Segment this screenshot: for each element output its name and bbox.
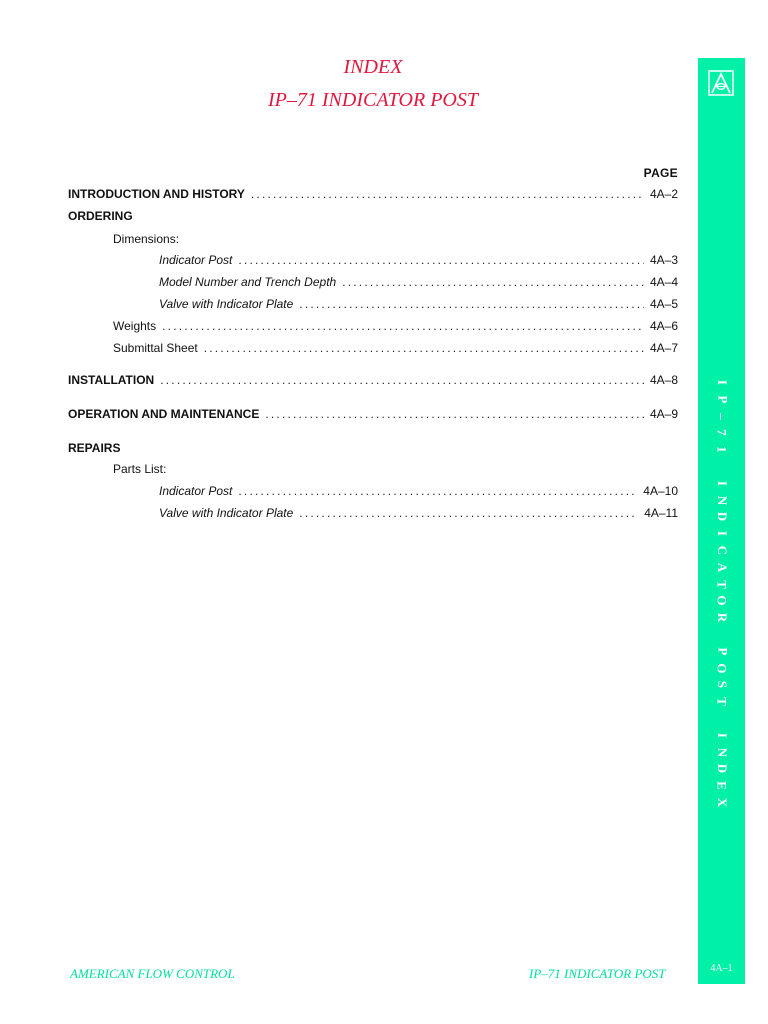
- side-tab-letter: S: [714, 681, 730, 689]
- toc-entry-indicator-post[interactable]: [159, 252, 678, 268]
- side-tab-letter: O: [714, 662, 730, 674]
- toc-entry-page: 4A–9: [649, 407, 678, 421]
- dot-leader: [204, 340, 644, 356]
- toc-entry-page: 4A–8: [649, 373, 678, 387]
- product-title: IP–71 INDICATOR POST: [268, 89, 478, 111]
- toc-entry-label: Weights: [113, 319, 157, 333]
- toc-entry-label: Submittal Sheet: [113, 341, 198, 355]
- index-title: INDEX: [343, 56, 403, 78]
- toc-entry-submittal[interactable]: [113, 340, 678, 356]
- side-tab-letter: I: [714, 379, 730, 385]
- dot-leader: [299, 505, 638, 521]
- side-tab-letter: N: [714, 495, 730, 505]
- side-tab-letter: C: [714, 545, 730, 556]
- toc-entry-page: 4A–3: [649, 253, 678, 267]
- toc-entry-installation[interactable]: [68, 372, 678, 388]
- toc-entry-operation[interactable]: [68, 406, 678, 422]
- side-tab-letter: E: [714, 781, 730, 790]
- toc-subheading-dimensions: Dimensions:: [113, 232, 180, 246]
- toc-entry-parts-valve-plate[interactable]: [159, 505, 678, 521]
- toc-entry-label: INSTALLATION: [68, 373, 155, 387]
- toc-entry-page: 4A–5: [649, 297, 678, 311]
- side-tab-letter: –: [714, 412, 730, 420]
- dot-leader: [299, 296, 644, 312]
- side-tab-letter: 1: [714, 446, 730, 453]
- toc-entry-page: 4A–7: [649, 341, 678, 355]
- toc-entry-label: INTRODUCTION AND HISTORY: [68, 187, 245, 201]
- toc-entry-label: Valve with Indicator Plate: [159, 506, 294, 520]
- footer-product: IP–71 INDICATOR POST: [529, 966, 666, 981]
- side-tab-letter: D: [714, 512, 730, 522]
- dot-leader: [238, 252, 644, 268]
- dot-leader: [265, 406, 644, 422]
- side-tab-letter: I: [714, 480, 730, 486]
- toc-entry-page: 4A–2: [649, 187, 678, 201]
- toc-subheading-parts-list: Parts List:: [113, 462, 167, 476]
- toc-entry-weights[interactable]: [113, 318, 678, 334]
- toc-entry-page: 4A–6: [649, 319, 678, 333]
- toc-entry-page: 4A–10: [643, 484, 678, 498]
- side-tab-letter: N: [714, 747, 730, 757]
- dot-leader: [342, 274, 644, 290]
- dot-leader: [160, 372, 644, 388]
- side-tab-letter: O: [714, 595, 730, 606]
- side-tab-page-number: 4A–1: [710, 963, 733, 974]
- side-tab-letter: [713, 465, 730, 468]
- side-tab-letter: I: [714, 531, 730, 537]
- toc-entry-page: 4A–11: [644, 506, 678, 520]
- dot-leader: [238, 483, 637, 499]
- toc-entry-parts-indicator-post[interactable]: [159, 483, 678, 499]
- footer-company: AMERICAN FLOW CONTROL: [70, 966, 235, 981]
- toc-entry-page: 4A–4: [649, 275, 678, 289]
- american-flow-control-logo-icon: [708, 70, 734, 96]
- toc-entry-label: Indicator Post: [159, 484, 233, 498]
- dot-leader: [162, 318, 644, 334]
- side-tab-letter: T: [714, 697, 730, 706]
- toc-entry-valve-plate[interactable]: [159, 296, 678, 312]
- toc-entry-label: Model Number and Trench Depth: [159, 275, 337, 289]
- side-tab: [698, 58, 745, 984]
- side-tab-letter: 7: [714, 429, 730, 437]
- toc-entry-model-number[interactable]: [159, 274, 678, 290]
- toc-entry-introduction[interactable]: [68, 186, 678, 202]
- side-tab-letter: R: [714, 612, 730, 623]
- dot-leader: [251, 186, 644, 202]
- toc-entry-label: OPERATION AND MAINTENANCE: [68, 407, 260, 421]
- side-tab-vertical-title: [698, 374, 745, 811]
- side-tab-letter: A: [714, 562, 730, 572]
- toc-entry-label: Indicator Post: [159, 253, 233, 267]
- side-tab-letter: P: [714, 395, 730, 404]
- side-tab-letter: I: [714, 732, 730, 738]
- side-tab-letter: D: [714, 764, 730, 774]
- page-column-header: PAGE: [643, 166, 678, 180]
- toc-heading-repairs: REPAIRS: [68, 441, 121, 455]
- toc-heading-ordering: ORDERING: [68, 209, 133, 223]
- side-tab-letter: [713, 717, 730, 720]
- toc-entry-label: Valve with Indicator Plate: [159, 297, 294, 311]
- side-tab-letter: P: [714, 647, 730, 656]
- side-tab-letter: [713, 633, 730, 636]
- side-tab-letter: T: [714, 579, 730, 589]
- side-tab-letter: X: [714, 797, 730, 808]
